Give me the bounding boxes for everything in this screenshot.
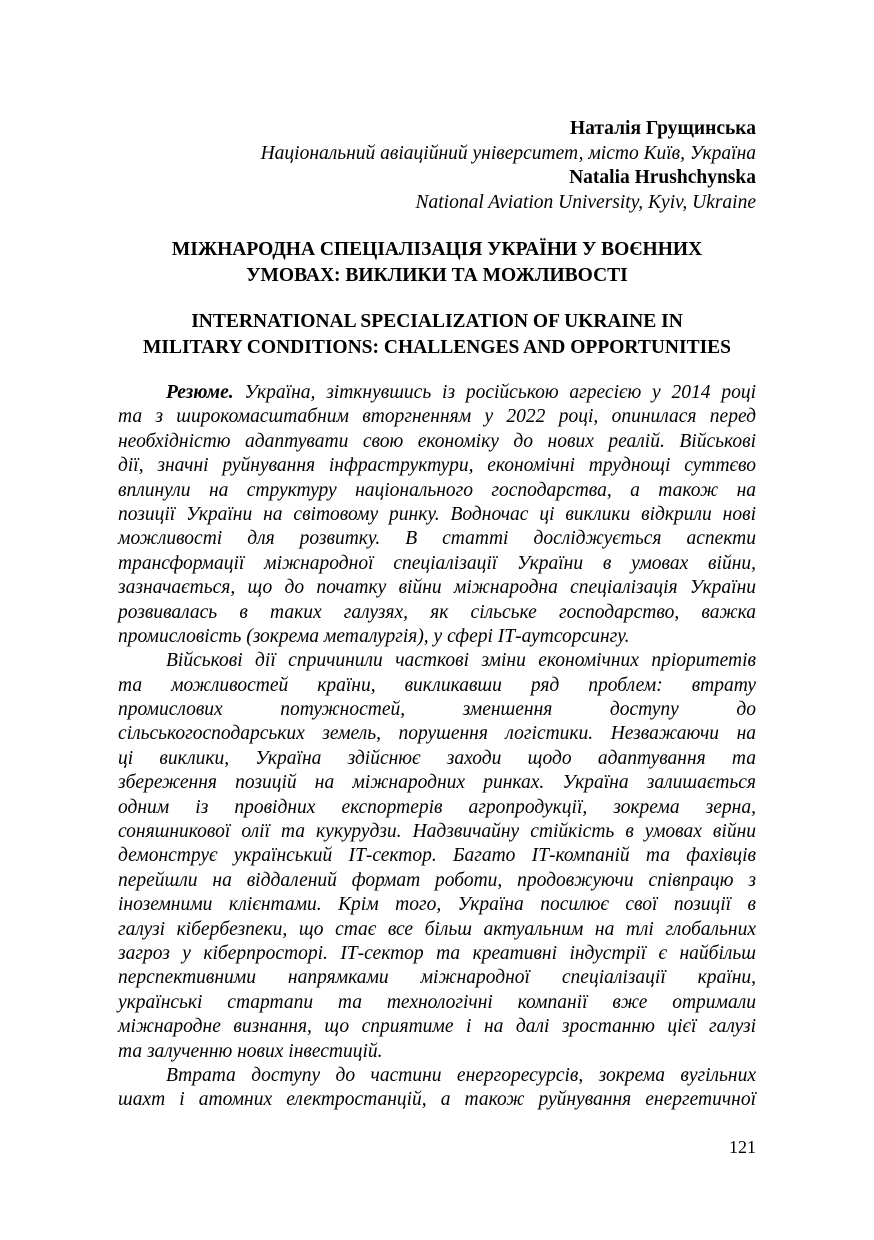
abstract-line-text: соняшникової олії та кукурудзи. Надзвичайну стійкість в умовах війни <box>118 821 756 843</box>
abstract-line-text: українські стартапи та технологічні компанії вже отримали <box>118 991 756 1013</box>
abstract-line-text: необхідністю адаптувати свою економіку до нових реалій. Військові <box>118 430 756 452</box>
abstract-line <box>118 820 756 844</box>
abstract-line-text: демонструє український ІТ-сектор. Багато ІТ-компаній та фахівців <box>118 845 756 867</box>
abstract-line-text: шахт і атомних електростанцій, а також руйнування енергетичної <box>118 1089 756 1111</box>
title-ua-line: МІЖНАРОДНА СПЕЦІАЛІЗАЦІЯ УКРАЇНИ У ВОЄННИХ <box>171 239 703 260</box>
abstract-line <box>118 1088 756 1112</box>
abstract-line-text: розвивалась в таких галузях, як сільське господарство, важка <box>118 601 756 623</box>
abstract-line <box>118 625 756 649</box>
title-english <box>0 309 874 361</box>
abstract-line <box>118 381 756 405</box>
author-block <box>261 117 756 215</box>
abstract-line <box>118 796 756 820</box>
abstract-line <box>118 479 756 503</box>
abstract-line-text: міжнародне визнання, що сприятиме і на далі зростанню цієї галузі <box>118 1016 756 1038</box>
abstract-line <box>118 405 756 429</box>
abstract-line <box>118 649 756 673</box>
abstract-line <box>118 576 756 600</box>
abstract-line-text: вплинули на структуру національного господарства, а також на <box>118 479 756 501</box>
abstract-line-text: та залученню нових інвестицій. <box>118 1040 383 1062</box>
abstract-label: Резюме. <box>166 382 234 403</box>
abstract-line-text: позиції України на світовому ринку. Водночас ці виклики відкрили нові <box>118 503 756 525</box>
abstract-line-text: зазначається, що до початку війни міжнародна спеціалізація України <box>118 577 756 599</box>
abstract-line <box>118 552 756 576</box>
abstract-line-text: збереження позицій на міжнародних ринках. Україна залишається <box>118 772 756 794</box>
abstract-line <box>118 454 756 478</box>
abstract-line-text: галузі кібербезпеки, що стає все більш актуальним на тлі глобальних <box>118 918 756 940</box>
abstract-line <box>118 1064 756 1088</box>
abstract-line <box>118 503 756 527</box>
abstract-line <box>118 527 756 551</box>
author-affiliation-en: National Aviation University, Kyiv, Ukraine <box>415 191 756 213</box>
page-number: 121 <box>729 1137 756 1157</box>
abstract-line-text: перспективними напрямками міжнародної спеціалізації країни, <box>118 967 756 989</box>
abstract-line-text: одним із провідних експортерів агропродукції, зокрема зерна, <box>118 796 756 818</box>
abstract-line-text: дії, значні руйнування інфраструктури, економічні труднощі суттєво <box>118 455 756 477</box>
abstract-line <box>118 698 756 722</box>
abstract-line-text: промислових потужностей, зменшення доступу до <box>118 699 756 721</box>
abstract-line <box>118 430 756 454</box>
abstract-line <box>118 1015 756 1039</box>
abstract-line-text: трансформації міжнародної спеціалізації України в умовах війни, <box>118 552 756 574</box>
abstract-line <box>118 942 756 966</box>
abstract-line-text: іноземними клієнтами. Крім того, Україна посилює свої позиції в <box>118 894 756 916</box>
abstract-line-text: перейшли на віддалений формат роботи, продовжуючи співпрацю з <box>118 869 756 891</box>
abstract-line-text: можливості для розвитку. В статті досліджується аспекти <box>118 528 756 550</box>
abstract-line-text: ці виклики, Україна здійснює заходи щодо адаптування та <box>118 747 756 769</box>
abstract-line-text: Втрата доступу до частини енергоресурсів, зокрема вугільних <box>166 1064 756 1086</box>
abstract-body <box>118 381 756 1113</box>
abstract-line <box>118 991 756 1015</box>
author-affiliation-ua: Національний авіаційний університет, місто Київ, Україна <box>260 142 756 164</box>
abstract-line <box>118 674 756 698</box>
abstract-line <box>118 771 756 795</box>
author-name-en: Natalia Hrushchynska <box>569 167 756 188</box>
abstract-line-text: Військові дії спричинили часткові зміни економічних пріоритетів <box>166 650 756 672</box>
abstract-line <box>118 722 756 746</box>
abstract-line <box>118 966 756 990</box>
abstract-line <box>118 893 756 917</box>
title-en-line: MILITARY CONDITIONS: CHALLENGES AND OPPORTUNITIES <box>142 337 732 358</box>
abstract-line-text: та можливостей країни, викликавши ряд проблем: втрату <box>118 674 756 696</box>
abstract-line <box>118 918 756 942</box>
title-en-line: INTERNATIONAL SPECIALIZATION OF UKRAINE IN <box>191 311 683 332</box>
abstract-line-text: промисловість (зокрема металургія), у сфері ІТ-аутсорсингу. <box>118 625 630 647</box>
author-name-ua: Наталія Грущинська <box>569 118 756 139</box>
abstract-line <box>118 1040 756 1064</box>
abstract-line <box>118 601 756 625</box>
title-ua-line: УМОВАХ: ВИКЛИКИ ТА МОЖЛИВОСТІ <box>246 265 628 286</box>
abstract-line <box>118 747 756 771</box>
abstract-line-text: Україна, зіткнувшись із російською агресією у 2014 році <box>233 382 756 403</box>
abstract-line-text: сільськогосподарських земель, порушення логістики. Незважаючи на <box>118 723 756 745</box>
abstract-line <box>118 844 756 868</box>
abstract-line-text: та з широкомасштабним вторгненням у 2022 році, опинилася перед <box>118 406 756 428</box>
title-ukrainian <box>0 237 874 289</box>
abstract-line-text: загроз у кіберпросторі. ІТ-сектор та креативні індустрії є найбільш <box>118 942 756 964</box>
abstract-line <box>118 869 756 893</box>
